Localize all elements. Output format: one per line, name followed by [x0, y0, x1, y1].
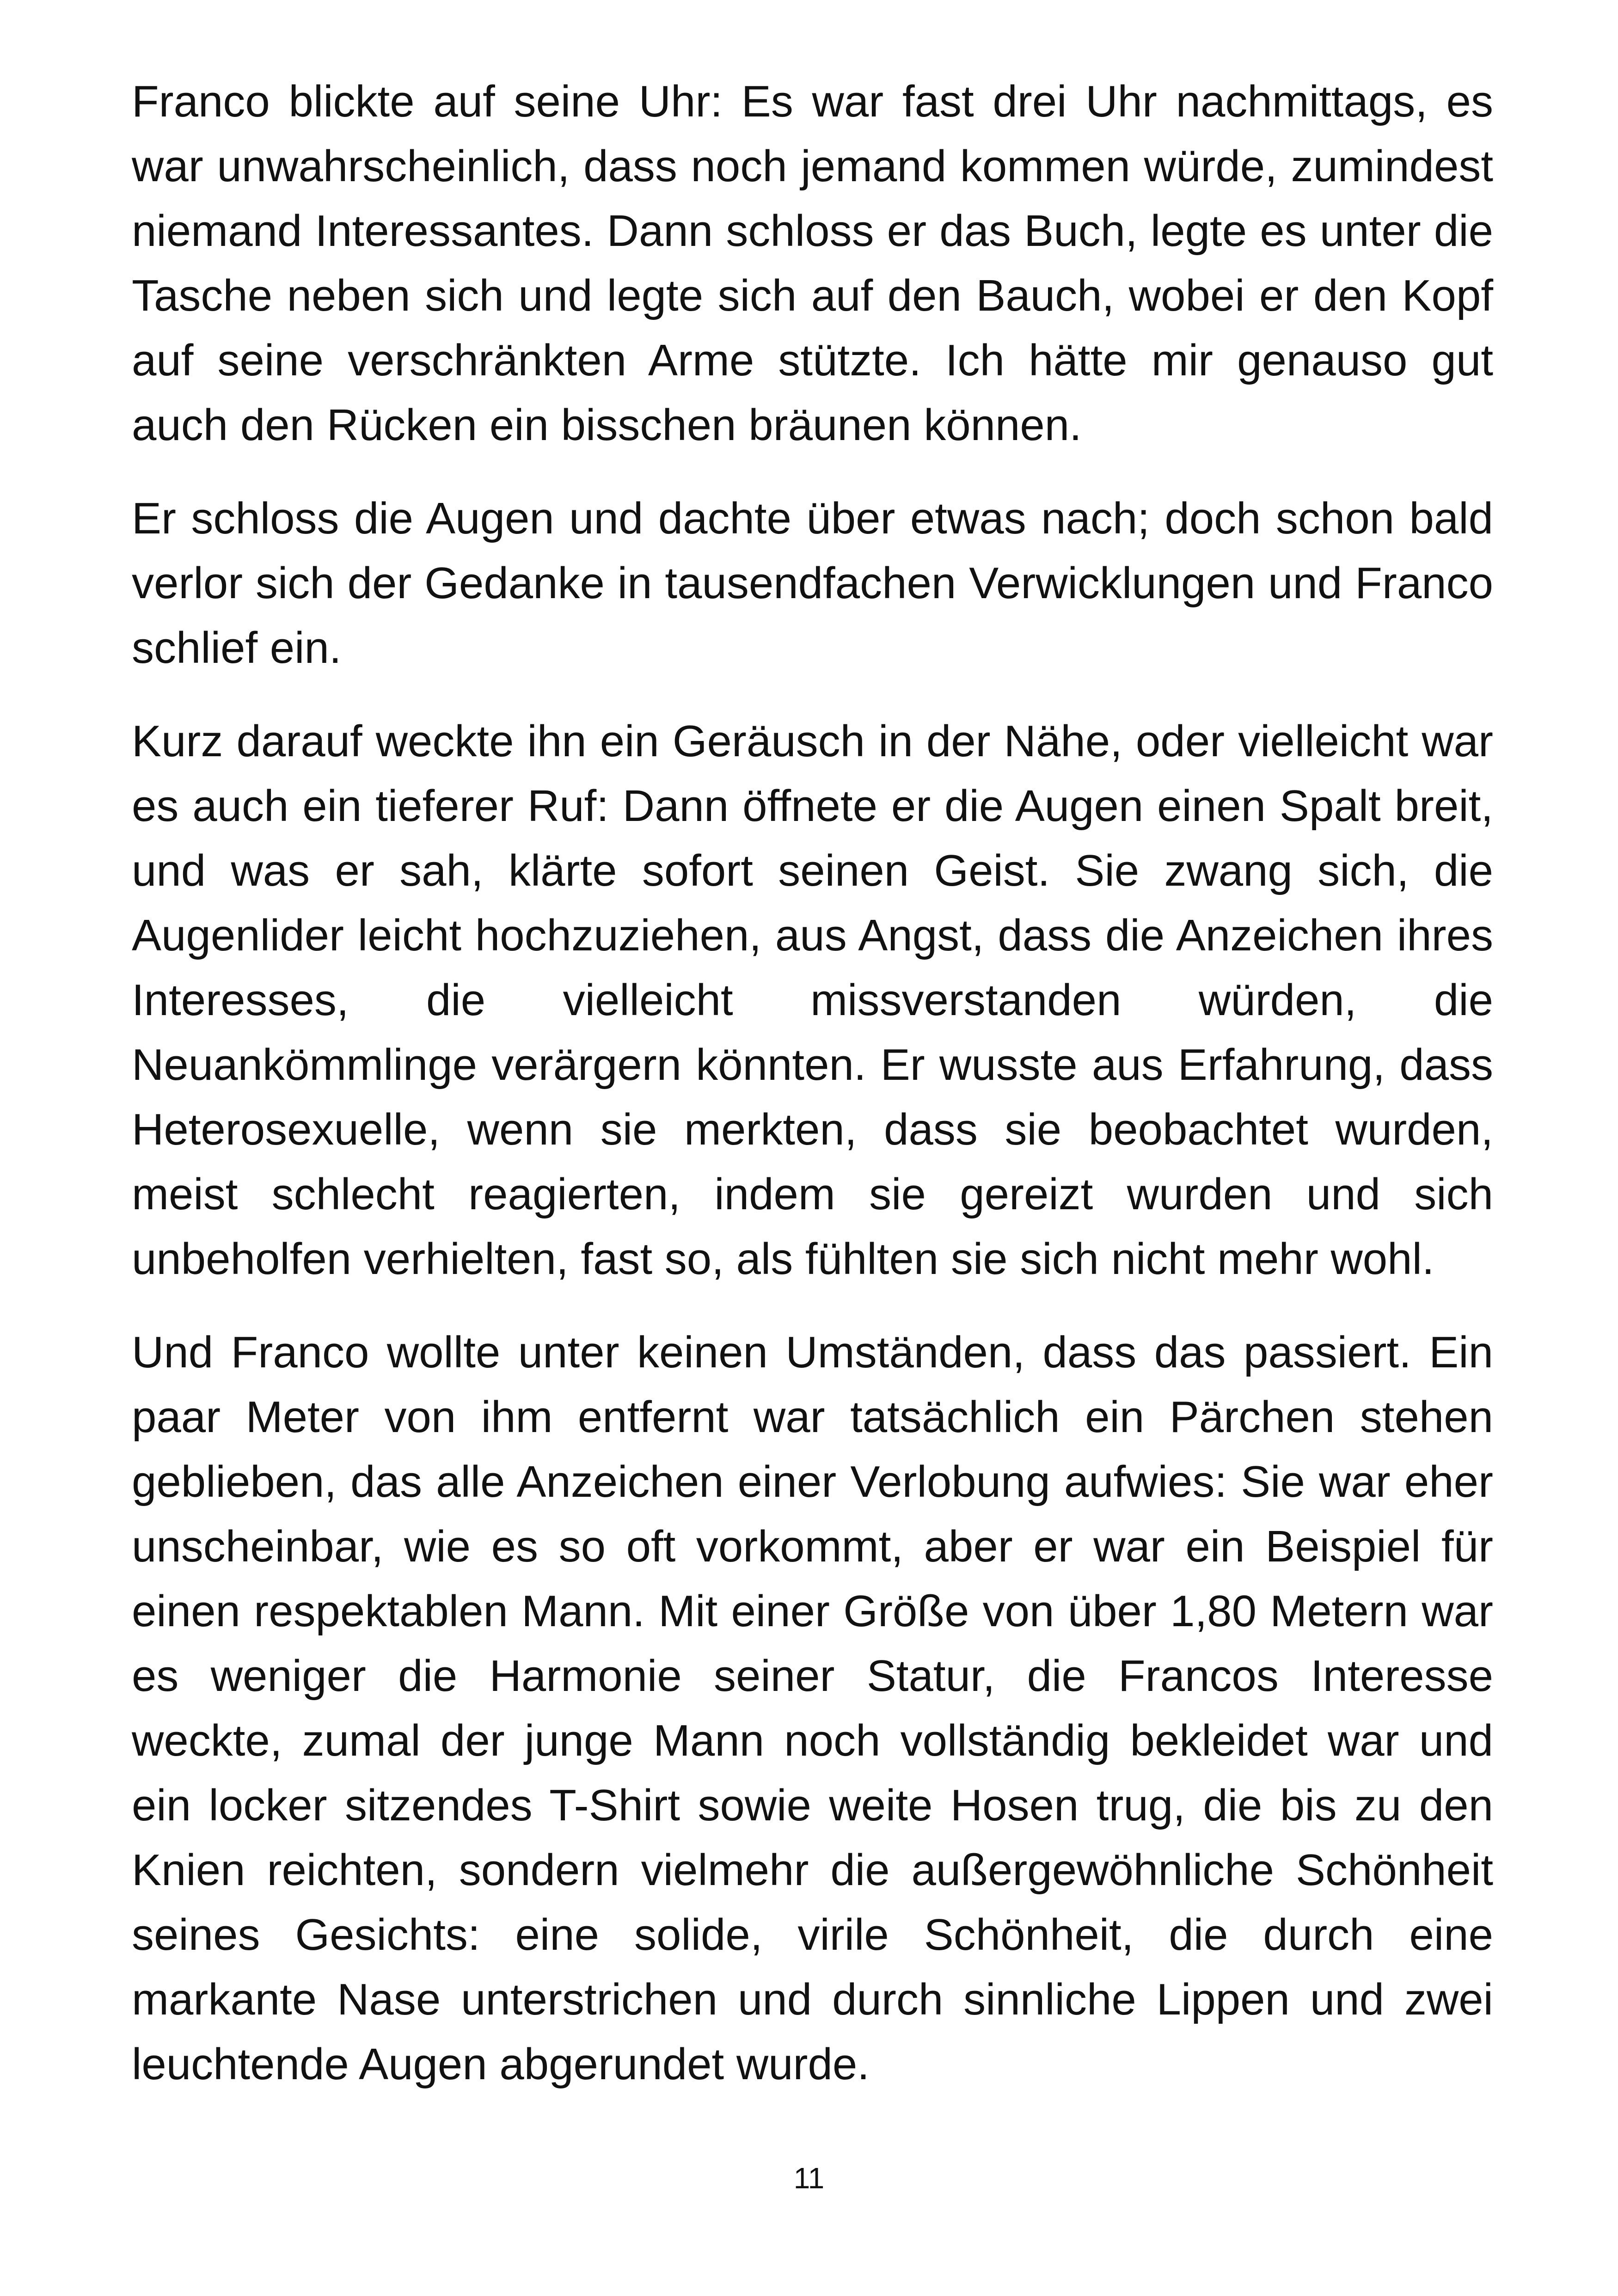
page-number: 11 [793, 2161, 825, 2195]
body-text [132, 69, 1493, 2125]
paragraph-3: Kurz darauf weckte ihn ein Geräusch in der Nähe, oder vielleicht war es auch ein tieferer Ruf: Dann öffnete er die Augen einen Spalt breit, und was er sah, klärte sofort seinen Geist. Sie zwang sich, die Augenlider leicht hochzuziehen, aus Angst, dass die Anzeichen ihres Interesses, die vielleicht missverstanden würden, die Neuankömmlinge verärgern könnten. Er wusste aus Erfahrung, dass Heterosexuelle, wenn sie merkten, dass sie beobachtet wurden, meist schlecht reagierten, indem sie gereizt wurden und sich unbeholfen verhielten, fast so, als fühlten sie sich nicht mehr wohl. [132, 716, 1493, 1284]
paragraph-4: Und Franco wollte unter keinen Umständen, dass das passiert. Ein paar Meter von ihm entfernt war tatsächlich ein Pärchen stehen geblieben, das alle Anzeichen einer Verlobung aufwies: Sie war eher unscheinbar, wie es so oft vorkommt, aber er war ein Beispiel für einen respektablen Mann. Mit einer Größe von über 1,80 Metern war es weniger die Harmonie seiner Statur, die Francos Interesse weckte, zumal der junge Mann noch vollständig bekleidet war und ein locker sitzendes T-Shirt sowie weite Hosen trug, die bis zu den Knien reichten, sondern vielmehr die außergewöhnliche Schönheit seines Gesichts: eine solide, virile Schönheit, die durch eine markante Nase unterstrichen und durch sinnliche Lippen und zwei leuchtende Augen abgerundet wurde. [132, 1328, 1493, 2089]
paragraph-1: Franco blickte auf seine Uhr: Es war fast drei Uhr nachmittags, es war unwahrscheinlich, dass noch jemand kommen würde, zumindest niemand Interessantes. Dann schloss er das Buch, legte es unter die Tasche neben sich und legte sich auf den Bauch, wobei er den Kopf auf seine verschränkten Arme stützte. Ich hätte mir genauso gut auch den Rücken ein bisschen bräunen können. [132, 77, 1493, 450]
paragraph-2: Er schloss die Augen und dachte über etwas nach; doch schon bald verlor sich der Gedanke in tausendfachen Verwicklungen und Franco schlief ein. [132, 494, 1493, 673]
